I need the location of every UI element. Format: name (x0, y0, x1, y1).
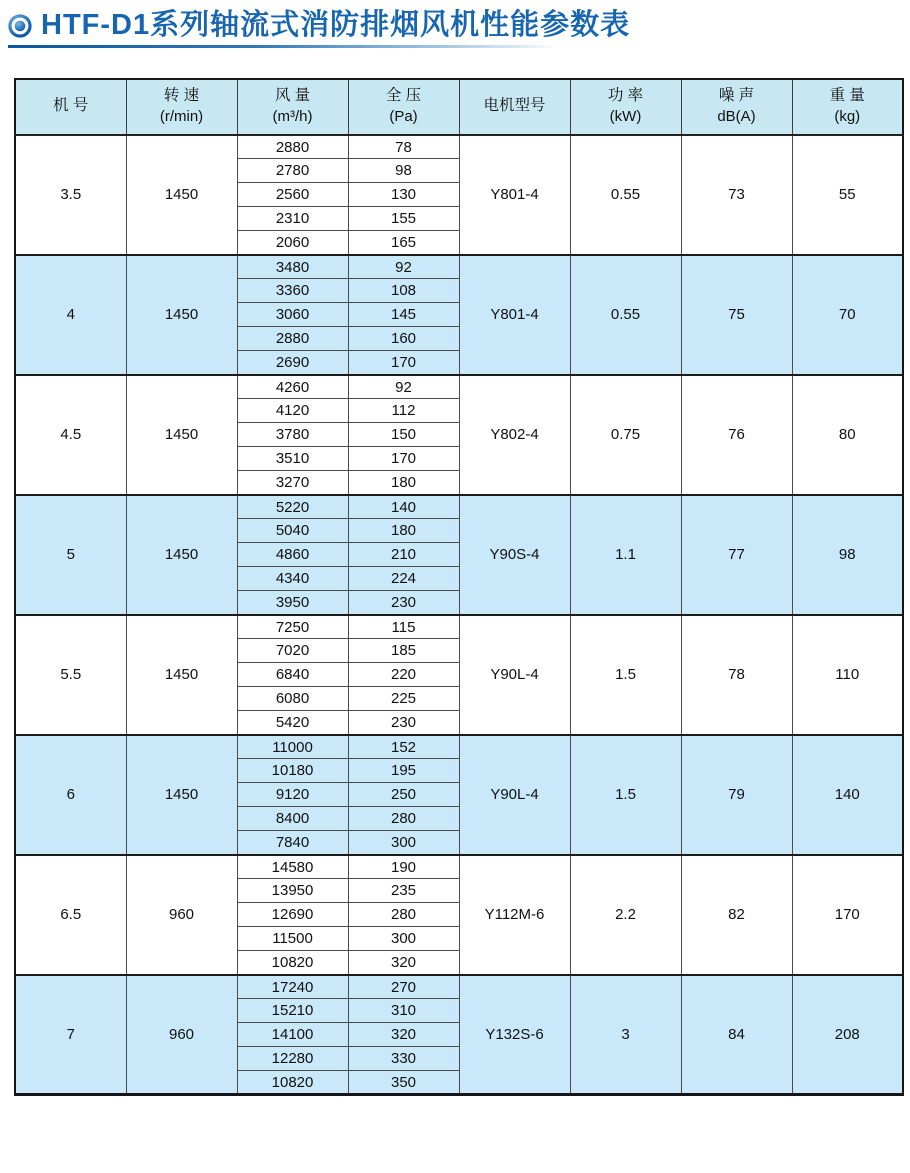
cell-pressure: 250 (348, 783, 459, 807)
cell-model: 4 (15, 255, 126, 375)
cell-pressure: 220 (348, 663, 459, 687)
cell-pressure: 195 (348, 759, 459, 783)
cell-pressure: 225 (348, 687, 459, 711)
cell-weight: 208 (792, 975, 903, 1095)
cell-power: 2.2 (570, 855, 681, 975)
cell-pressure: 180 (348, 519, 459, 543)
cell-airflow: 9120 (237, 783, 348, 807)
col-header-airflow: 风 量 (m³/h) (237, 79, 348, 135)
cell-speed: 960 (126, 855, 237, 975)
cell-weight: 80 (792, 375, 903, 495)
cell-airflow: 14100 (237, 1023, 348, 1047)
cell-airflow: 10180 (237, 759, 348, 783)
cell-pressure: 280 (348, 807, 459, 831)
cell-model: 4.5 (15, 375, 126, 495)
cell-airflow: 4120 (237, 399, 348, 423)
cell-airflow: 11000 (237, 735, 348, 759)
cell-airflow: 6840 (237, 663, 348, 687)
cell-airflow: 5040 (237, 519, 348, 543)
cell-pressure: 350 (348, 1071, 459, 1095)
cell-pressure: 108 (348, 279, 459, 303)
col-header-pressure: 全 压 (Pa) (348, 79, 459, 135)
table-body (15, 135, 903, 1095)
col-header-model: 机 号 (15, 79, 126, 135)
cell-airflow: 3480 (237, 255, 348, 279)
cell-airflow: 2780 (237, 159, 348, 183)
col-header-speed: 转 速 (r/min) (126, 79, 237, 135)
cell-power: 1.5 (570, 615, 681, 735)
cell-pressure: 310 (348, 999, 459, 1023)
cell-pressure: 270 (348, 975, 459, 999)
cell-airflow: 2060 (237, 231, 348, 255)
cell-airflow: 12280 (237, 1047, 348, 1071)
cell-airflow: 2880 (237, 135, 348, 159)
cell-weight: 98 (792, 495, 903, 615)
cell-motor: Y801-4 (459, 135, 570, 255)
group-row (15, 975, 903, 999)
title-underline (8, 45, 558, 48)
cell-airflow: 11500 (237, 927, 348, 951)
cell-speed: 1450 (126, 615, 237, 735)
col-header-noise: 噪 声 dB(A) (681, 79, 792, 135)
cell-pressure: 190 (348, 855, 459, 879)
cell-weight: 55 (792, 135, 903, 255)
cell-power: 1.1 (570, 495, 681, 615)
cell-pressure: 92 (348, 255, 459, 279)
cell-motor: Y90S-4 (459, 495, 570, 615)
cell-speed: 1450 (126, 375, 237, 495)
cell-airflow: 7250 (237, 615, 348, 639)
cell-airflow: 7020 (237, 639, 348, 663)
cell-pressure: 92 (348, 375, 459, 399)
cell-airflow: 5220 (237, 495, 348, 519)
cell-airflow: 3510 (237, 447, 348, 471)
cell-model: 6 (15, 735, 126, 855)
header-row (15, 79, 903, 135)
cell-pressure: 300 (348, 927, 459, 951)
cell-airflow: 10820 (237, 1071, 348, 1095)
cell-power: 0.55 (570, 255, 681, 375)
cell-pressure: 165 (348, 231, 459, 255)
cell-airflow: 13950 (237, 879, 348, 903)
cell-power: 1.5 (570, 735, 681, 855)
cell-pressure: 140 (348, 495, 459, 519)
cell-weight: 70 (792, 255, 903, 375)
cell-weight: 140 (792, 735, 903, 855)
cell-motor: Y132S-6 (459, 975, 570, 1095)
cell-model: 6.5 (15, 855, 126, 975)
fan-performance-table (14, 78, 904, 1097)
cell-noise: 75 (681, 255, 792, 375)
cell-pressure: 98 (348, 159, 459, 183)
cell-motor: Y802-4 (459, 375, 570, 495)
cell-airflow: 3270 (237, 471, 348, 495)
cell-pressure: 230 (348, 711, 459, 735)
cell-noise: 84 (681, 975, 792, 1095)
col-header-weight: 重 量 (kg) (792, 79, 903, 135)
group-row (15, 615, 903, 639)
cell-pressure: 112 (348, 399, 459, 423)
cell-airflow: 4340 (237, 567, 348, 591)
cell-pressure: 130 (348, 183, 459, 207)
cell-speed: 1450 (126, 135, 237, 255)
cell-airflow: 15210 (237, 999, 348, 1023)
group-row (15, 375, 903, 399)
cell-airflow: 2560 (237, 183, 348, 207)
cell-airflow: 17240 (237, 975, 348, 999)
group-row (15, 735, 903, 759)
cell-motor: Y112M-6 (459, 855, 570, 975)
cell-power: 0.75 (570, 375, 681, 495)
cell-airflow: 2690 (237, 351, 348, 375)
cell-airflow: 4260 (237, 375, 348, 399)
cell-noise: 78 (681, 615, 792, 735)
cell-pressure: 152 (348, 735, 459, 759)
cell-pressure: 160 (348, 327, 459, 351)
cell-pressure: 224 (348, 567, 459, 591)
cell-airflow: 3780 (237, 423, 348, 447)
group-row (15, 495, 903, 519)
cell-noise: 82 (681, 855, 792, 975)
cell-pressure: 170 (348, 447, 459, 471)
cell-airflow: 8400 (237, 807, 348, 831)
cell-airflow: 2880 (237, 327, 348, 351)
page-title: HTF-D1系列轴流式消防排烟风机性能参数表 (41, 9, 631, 41)
cell-speed: 960 (126, 975, 237, 1095)
group-row (15, 255, 903, 279)
cell-motor: Y90L-4 (459, 735, 570, 855)
cell-pressure: 155 (348, 207, 459, 231)
cell-pressure: 235 (348, 879, 459, 903)
cell-speed: 1450 (126, 495, 237, 615)
cell-airflow: 12690 (237, 903, 348, 927)
cell-model: 7 (15, 975, 126, 1095)
cell-power: 0.55 (570, 135, 681, 255)
cell-motor: Y90L-4 (459, 615, 570, 735)
cell-speed: 1450 (126, 255, 237, 375)
cell-pressure: 150 (348, 423, 459, 447)
cell-airflow: 4860 (237, 543, 348, 567)
title-block (0, 0, 910, 48)
cell-noise: 77 (681, 495, 792, 615)
cell-pressure: 115 (348, 615, 459, 639)
cell-airflow: 6080 (237, 687, 348, 711)
cell-airflow: 10820 (237, 951, 348, 975)
cell-pressure: 230 (348, 591, 459, 615)
cell-pressure: 78 (348, 135, 459, 159)
title-bullet-icon (8, 14, 32, 38)
cell-noise: 79 (681, 735, 792, 855)
cell-model: 3.5 (15, 135, 126, 255)
cell-pressure: 330 (348, 1047, 459, 1071)
cell-pressure: 210 (348, 543, 459, 567)
group-row (15, 135, 903, 159)
cell-noise: 73 (681, 135, 792, 255)
cell-airflow: 3950 (237, 591, 348, 615)
cell-pressure: 280 (348, 903, 459, 927)
cell-airflow: 3360 (237, 279, 348, 303)
cell-airflow: 3060 (237, 303, 348, 327)
cell-speed: 1450 (126, 735, 237, 855)
cell-airflow: 5420 (237, 711, 348, 735)
cell-weight: 110 (792, 615, 903, 735)
cell-weight: 170 (792, 855, 903, 975)
cell-pressure: 320 (348, 951, 459, 975)
cell-pressure: 300 (348, 831, 459, 855)
cell-power: 3 (570, 975, 681, 1095)
cell-pressure: 145 (348, 303, 459, 327)
cell-airflow: 14580 (237, 855, 348, 879)
cell-pressure: 180 (348, 471, 459, 495)
cell-motor: Y801-4 (459, 255, 570, 375)
cell-pressure: 320 (348, 1023, 459, 1047)
cell-noise: 76 (681, 375, 792, 495)
cell-model: 5 (15, 495, 126, 615)
cell-airflow: 2310 (237, 207, 348, 231)
cell-airflow: 7840 (237, 831, 348, 855)
col-header-motor: 电机型号 (459, 79, 570, 135)
col-header-power: 功 率 (kW) (570, 79, 681, 135)
cell-pressure: 170 (348, 351, 459, 375)
group-row (15, 855, 903, 879)
cell-pressure: 185 (348, 639, 459, 663)
cell-model: 5.5 (15, 615, 126, 735)
